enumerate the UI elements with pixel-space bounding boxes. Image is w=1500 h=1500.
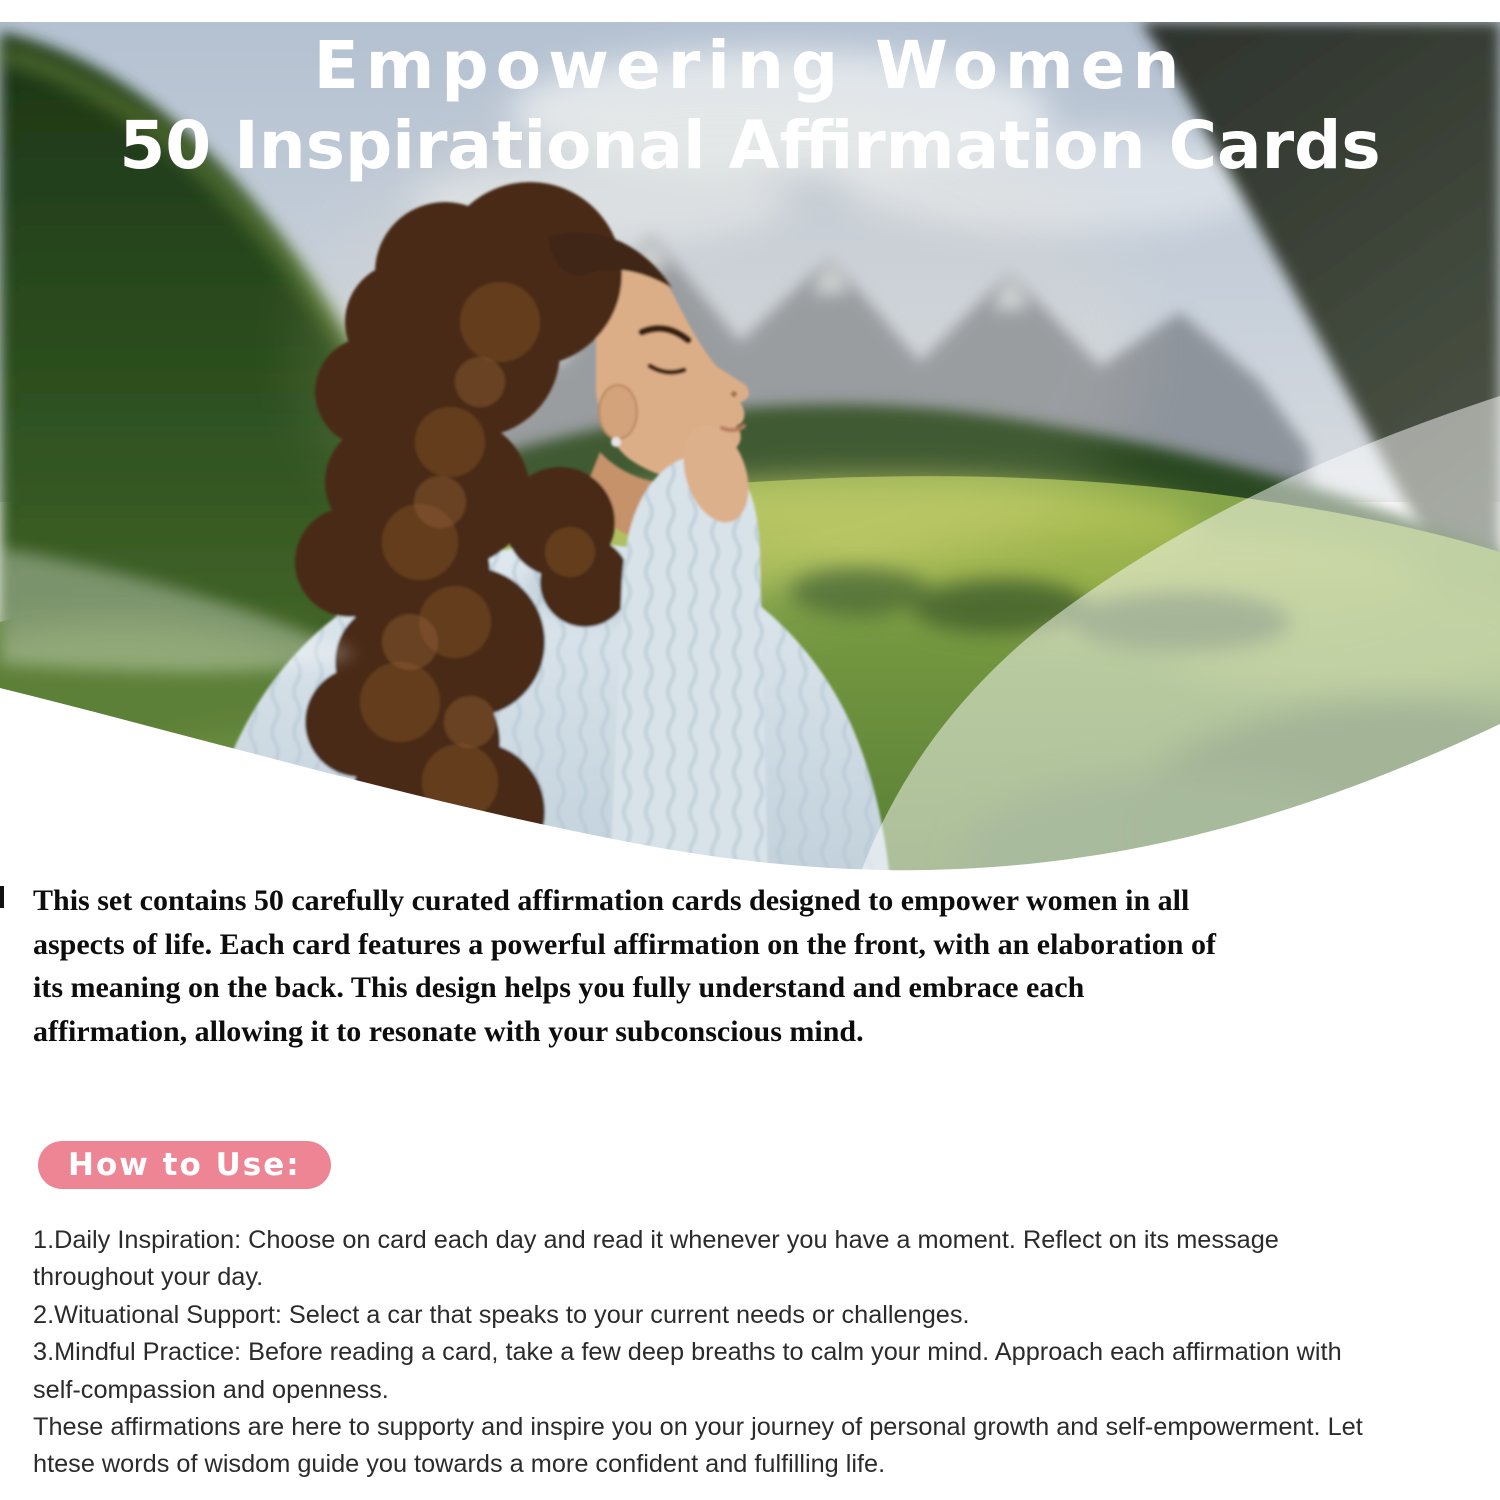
- nostril: [731, 391, 737, 397]
- description-line: aspects of life. Each card features a powerful affirmation on the front, with an elaboration of: [33, 927, 1216, 961]
- instruction-line: 3.Mindful Practice: Before reading a card, take a few deep breaths to calm your mind. Approach each affirmation with: [33, 1338, 1342, 1367]
- instructions-list: [33, 1222, 1498, 1484]
- description-paragraph: [33, 879, 1483, 1053]
- title-line-1: Empowering Women: [313, 27, 1187, 104]
- instruction-line: 2.Wituational Support: Select a car that speaks to your current needs or challenges.: [33, 1300, 970, 1329]
- instruction-line: These affirmations are here to supporty and inspire you on your journey of personal growth and self-empowerment. Let: [33, 1413, 1363, 1442]
- earring: [611, 437, 621, 447]
- instruction-line: self-compassion and openness.: [33, 1375, 389, 1404]
- instruction-line: htese words of wisdom guide you towards a more confident and fulfilling life.: [33, 1450, 886, 1479]
- ear: [599, 385, 637, 439]
- instruction-line: throughout your day.: [33, 1263, 264, 1292]
- edge-artifact: [0, 886, 4, 908]
- title-line-2: 50 Inspirational Affirmation Cards: [119, 107, 1381, 184]
- description-line: affirmation, allowing it to resonate with your subconscious mind.: [33, 1014, 864, 1048]
- hero-title: [0, 26, 1500, 186]
- description-line: its meaning on the back. This design helps you fully understand and embrace each: [33, 971, 1085, 1004]
- instruction-line: 1.Daily Inspiration: Choose on card each day and read it whenever you have a moment. Reflect on its message: [33, 1226, 1279, 1254]
- description-line: This set contains 50 carefully curated affirmation cards designed to empower women in all: [33, 884, 1190, 917]
- how-to-use-label: How to Use:: [68, 1147, 301, 1183]
- how-to-use-pill: [38, 1141, 331, 1189]
